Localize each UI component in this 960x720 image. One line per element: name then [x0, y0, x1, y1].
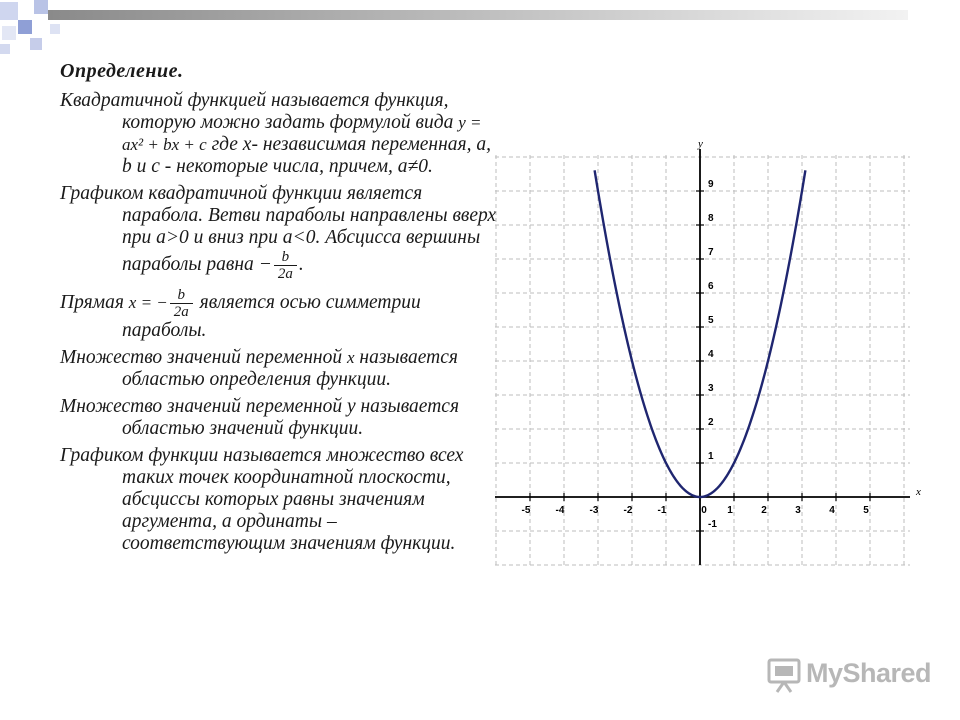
- x-tick-label: -5: [521, 505, 531, 516]
- domain-paragraph: [60, 347, 500, 391]
- definition-text-block: [60, 60, 500, 560]
- axis-equation-lhs: x = −: [128, 292, 168, 312]
- slide-header-decoration: [0, 0, 960, 60]
- deco-square: [0, 44, 10, 54]
- x-tick-label: -2: [623, 505, 633, 516]
- range-paragraph: Множество значений переменной y называется областью значений функции.: [60, 396, 460, 439]
- y-tick-label: 2: [708, 417, 714, 428]
- y-axis-label: y: [698, 138, 703, 150]
- presentation-board-icon: [766, 656, 804, 694]
- deco-square: [50, 24, 60, 34]
- domain-variable: x: [346, 348, 355, 367]
- deco-square: [34, 0, 48, 14]
- symmetry-paragraph: [60, 287, 500, 342]
- y-tick-label: 6: [708, 281, 714, 292]
- fraction-denominator: 2a: [277, 266, 293, 282]
- definition-text-continued: где x- независимая переменная, a, b и c - некоторые числа, причем, a≠0.: [122, 134, 491, 177]
- sentence-end: .: [298, 253, 304, 275]
- symmetry-word: Прямая: [60, 291, 124, 313]
- definition-heading: Определение.: [60, 60, 184, 82]
- fraction-numerator: b: [274, 249, 297, 266]
- x-tick-label: -1: [657, 505, 667, 516]
- quadratic-formula: y = ax² + bx + c: [122, 113, 482, 154]
- graph-paragraph: [60, 183, 500, 282]
- graph-text: Графиком квадратичной функции является парабола. Ветви параболы направлены вверх при a>0 и вниз при a<0. Абсцисса вершины параболы равна: [60, 183, 497, 275]
- y-tick-label: 9: [708, 179, 714, 190]
- graph-definition-paragraph: Графиком функции называется множество всех таких точек координатной плоскости, абсциссы которых равны значениям аргумента, а ординаты – соответствующим значениям функции.: [60, 445, 464, 554]
- vertex-fraction: [274, 249, 297, 282]
- watermark-text: MyShared: [806, 658, 932, 688]
- symmetry-text: является осью симметрии параболы.: [122, 291, 421, 341]
- domain-text-continued: называется областью определения функции.: [122, 347, 458, 390]
- domain-text: Множество значений переменной: [60, 347, 343, 368]
- x-axis-label: x: [916, 486, 921, 498]
- x-tick-label: 5: [863, 505, 869, 516]
- y-tick-label: 1: [708, 451, 714, 462]
- y-tick-label: 4: [708, 349, 714, 360]
- y-tick-label: -1: [708, 519, 717, 530]
- deco-square: [30, 38, 42, 50]
- header-bar: [48, 10, 908, 20]
- x-tick-label: 4: [829, 505, 835, 516]
- x-tick-label: 0: [701, 505, 707, 516]
- fraction-denominator: 2a: [173, 304, 189, 320]
- y-tick-label: 8: [708, 213, 714, 224]
- y-tick-label: 3: [708, 383, 714, 394]
- x-tick-label: -4: [555, 505, 565, 516]
- deco-square: [2, 26, 16, 40]
- parabola-chart: [490, 135, 930, 575]
- definition-text: Квадратичной функцией называется функция, которую можно задать формулой вида: [60, 90, 454, 133]
- x-tick-label: 1: [727, 505, 733, 516]
- axis-fraction: [170, 287, 193, 320]
- vertex-sign: −: [258, 253, 272, 275]
- fraction-numerator: b: [170, 287, 193, 304]
- deco-square: [0, 2, 18, 20]
- x-tick-label: -3: [589, 505, 599, 516]
- deco-square: [18, 20, 32, 34]
- y-tick-label: 7: [708, 247, 714, 258]
- x-tick-label: 3: [795, 505, 801, 516]
- mysshared-watermark: [766, 654, 936, 694]
- x-tick-label: 2: [761, 505, 767, 516]
- y-tick-label: 5: [708, 315, 714, 326]
- definition-paragraph: [60, 90, 500, 178]
